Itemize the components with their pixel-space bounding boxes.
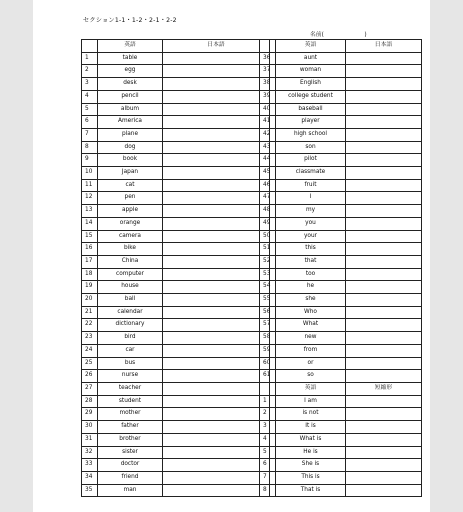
answer-cell bbox=[346, 332, 422, 345]
answer-cell bbox=[346, 167, 422, 180]
table-row bbox=[82, 459, 270, 472]
answer-cell bbox=[346, 421, 422, 434]
english-word: calendar bbox=[98, 306, 163, 319]
row-number: 26 bbox=[82, 370, 98, 383]
row-number: 53 bbox=[260, 268, 276, 281]
english-word: high school bbox=[276, 128, 346, 141]
header-number-cell bbox=[260, 40, 276, 53]
answer-cell bbox=[163, 116, 270, 129]
answer-cell bbox=[346, 370, 422, 383]
table-row bbox=[82, 90, 270, 103]
answer-cell bbox=[163, 471, 270, 484]
table-row bbox=[82, 255, 270, 268]
table-row bbox=[260, 446, 422, 459]
row-number: 30 bbox=[82, 421, 98, 434]
table-row bbox=[82, 217, 270, 230]
answer-cell bbox=[163, 281, 270, 294]
english-word: car bbox=[98, 344, 163, 357]
answer-cell bbox=[346, 128, 422, 141]
answer-cell bbox=[163, 205, 270, 218]
table-row bbox=[82, 230, 270, 243]
table-row bbox=[260, 167, 422, 180]
row-number: 37 bbox=[260, 65, 276, 78]
english-word: He is bbox=[276, 446, 346, 459]
row-number: 3 bbox=[82, 78, 98, 91]
row-number: 23 bbox=[82, 332, 98, 345]
row-number: 1 bbox=[82, 52, 98, 65]
answer-cell bbox=[163, 306, 270, 319]
english-word: player bbox=[276, 116, 346, 129]
row-number: 46 bbox=[260, 179, 276, 192]
answer-cell bbox=[346, 230, 422, 243]
table-row bbox=[260, 103, 422, 116]
table-row bbox=[260, 408, 422, 421]
row-number: 18 bbox=[82, 268, 98, 281]
row-number: 1 bbox=[260, 395, 276, 408]
answer-cell bbox=[163, 52, 270, 65]
row-number: 41 bbox=[260, 116, 276, 129]
english-word: student bbox=[98, 395, 163, 408]
answer-cell bbox=[163, 167, 270, 180]
answer-cell bbox=[346, 446, 422, 459]
answer-cell bbox=[346, 459, 422, 472]
table-row bbox=[260, 243, 422, 256]
english-word: teacher bbox=[98, 382, 163, 395]
english-word: friend bbox=[98, 471, 163, 484]
row-number: 60 bbox=[260, 357, 276, 370]
header-number-cell bbox=[82, 40, 98, 53]
row-number: 9 bbox=[82, 154, 98, 167]
row-number: 7 bbox=[82, 128, 98, 141]
table-header-row bbox=[260, 40, 422, 53]
table-header-row bbox=[82, 40, 270, 53]
english-word: from bbox=[276, 344, 346, 357]
table-row bbox=[260, 471, 422, 484]
row-number: 27 bbox=[82, 382, 98, 395]
english-word: you bbox=[276, 217, 346, 230]
english-word: brother bbox=[98, 433, 163, 446]
english-word: or bbox=[276, 357, 346, 370]
table-row bbox=[82, 306, 270, 319]
english-word: America bbox=[98, 116, 163, 129]
row-number: 8 bbox=[82, 141, 98, 154]
header-english-cell: 英語 bbox=[276, 382, 346, 395]
english-word: computer bbox=[98, 268, 163, 281]
english-word: ball bbox=[98, 294, 163, 307]
answer-cell bbox=[163, 319, 270, 332]
table-row bbox=[260, 205, 422, 218]
table-row bbox=[260, 52, 422, 65]
row-number: 49 bbox=[260, 217, 276, 230]
english-word: Japan bbox=[98, 167, 163, 180]
answer-cell bbox=[163, 268, 270, 281]
row-number: 54 bbox=[260, 281, 276, 294]
english-word: fruit bbox=[276, 179, 346, 192]
row-number: 51 bbox=[260, 243, 276, 256]
header-english-cell: 英語 bbox=[276, 40, 346, 53]
english-word: baseball bbox=[276, 103, 346, 116]
english-word: What bbox=[276, 319, 346, 332]
table-row bbox=[82, 65, 270, 78]
row-number: 24 bbox=[82, 344, 98, 357]
row-number: 3 bbox=[260, 421, 276, 434]
row-number: 58 bbox=[260, 332, 276, 345]
table-row bbox=[82, 128, 270, 141]
english-word: bike bbox=[98, 243, 163, 256]
row-number: 20 bbox=[82, 294, 98, 307]
answer-cell bbox=[163, 382, 270, 395]
row-number: 55 bbox=[260, 294, 276, 307]
english-word: What is bbox=[276, 433, 346, 446]
table-row bbox=[82, 192, 270, 205]
table-row bbox=[260, 141, 422, 154]
row-number: 17 bbox=[82, 255, 98, 268]
answer-cell bbox=[346, 179, 422, 192]
row-number: 6 bbox=[260, 459, 276, 472]
answer-cell bbox=[163, 395, 270, 408]
table-row bbox=[82, 205, 270, 218]
row-number: 57 bbox=[260, 319, 276, 332]
table-row bbox=[260, 421, 422, 434]
answer-cell bbox=[346, 319, 422, 332]
table-row bbox=[260, 344, 422, 357]
english-word: cat bbox=[98, 179, 163, 192]
table-row bbox=[82, 167, 270, 180]
table-row bbox=[260, 433, 422, 446]
answer-cell bbox=[346, 294, 422, 307]
table-row bbox=[82, 382, 270, 395]
answer-cell bbox=[346, 103, 422, 116]
table-row bbox=[82, 357, 270, 370]
row-number: 34 bbox=[82, 471, 98, 484]
english-word: classmate bbox=[276, 167, 346, 180]
english-word: I am bbox=[276, 395, 346, 408]
table-row bbox=[260, 459, 422, 472]
row-number: 28 bbox=[82, 395, 98, 408]
row-number: 38 bbox=[260, 78, 276, 91]
row-number: 22 bbox=[82, 319, 98, 332]
table-row bbox=[260, 78, 422, 91]
name-field: 名前( ) bbox=[310, 32, 367, 38]
english-word: table bbox=[98, 52, 163, 65]
row-number: 4 bbox=[260, 433, 276, 446]
answer-cell bbox=[346, 357, 422, 370]
row-number: 4 bbox=[82, 90, 98, 103]
answer-cell bbox=[346, 484, 422, 497]
english-word: bird bbox=[98, 332, 163, 345]
table-row bbox=[260, 319, 422, 332]
english-word: house bbox=[98, 281, 163, 294]
row-number: 25 bbox=[82, 357, 98, 370]
answer-cell bbox=[163, 78, 270, 91]
answer-cell bbox=[346, 395, 422, 408]
english-word: desk bbox=[98, 78, 163, 91]
row-number: 43 bbox=[260, 141, 276, 154]
table-row bbox=[260, 154, 422, 167]
english-word: I bbox=[276, 192, 346, 205]
row-number: 19 bbox=[82, 281, 98, 294]
table-row bbox=[82, 268, 270, 281]
table-row bbox=[82, 116, 270, 129]
row-number: 16 bbox=[82, 243, 98, 256]
answer-cell bbox=[346, 433, 422, 446]
table-row bbox=[82, 370, 270, 383]
answer-cell bbox=[163, 230, 270, 243]
english-word: orange bbox=[98, 217, 163, 230]
english-word: egg bbox=[98, 65, 163, 78]
answer-cell bbox=[346, 192, 422, 205]
table-row bbox=[82, 395, 270, 408]
english-word: China bbox=[98, 255, 163, 268]
table-row bbox=[260, 65, 422, 78]
table-row bbox=[260, 128, 422, 141]
table-row bbox=[82, 78, 270, 91]
english-word: dictionary bbox=[98, 319, 163, 332]
header-japanese-cell: 日本語 bbox=[163, 40, 270, 53]
answer-cell bbox=[346, 306, 422, 319]
english-word: dog bbox=[98, 141, 163, 154]
vocab-table-left bbox=[81, 39, 270, 497]
english-word: my bbox=[276, 205, 346, 218]
answer-cell bbox=[346, 243, 422, 256]
row-number: 45 bbox=[260, 167, 276, 180]
table-row bbox=[260, 281, 422, 294]
english-word: man bbox=[98, 484, 163, 497]
english-word: woman bbox=[276, 65, 346, 78]
answer-cell bbox=[346, 116, 422, 129]
row-number: 2 bbox=[82, 65, 98, 78]
answer-cell bbox=[163, 90, 270, 103]
answer-cell bbox=[346, 408, 422, 421]
english-word: father bbox=[98, 421, 163, 434]
table-row bbox=[82, 421, 270, 434]
answer-cell bbox=[163, 154, 270, 167]
table-row bbox=[260, 370, 422, 383]
answer-cell bbox=[163, 332, 270, 345]
table-row bbox=[260, 217, 422, 230]
row-number: 33 bbox=[82, 459, 98, 472]
english-word: doctor bbox=[98, 459, 163, 472]
english-word: so bbox=[276, 370, 346, 383]
row-number: 59 bbox=[260, 344, 276, 357]
answer-cell bbox=[163, 243, 270, 256]
english-word: this bbox=[276, 243, 346, 256]
english-word: sister bbox=[98, 446, 163, 459]
row-number: 11 bbox=[82, 179, 98, 192]
answer-cell bbox=[163, 484, 270, 497]
table-row bbox=[260, 268, 422, 281]
answer-cell bbox=[163, 294, 270, 307]
english-word: plane bbox=[98, 128, 163, 141]
table-row bbox=[82, 294, 270, 307]
table-header-row bbox=[260, 382, 422, 395]
english-word: pilot bbox=[276, 154, 346, 167]
table-row bbox=[260, 230, 422, 243]
answer-cell bbox=[346, 471, 422, 484]
table-row bbox=[82, 103, 270, 116]
row-number: 50 bbox=[260, 230, 276, 243]
row-number: 35 bbox=[82, 484, 98, 497]
table-row bbox=[260, 357, 422, 370]
english-word: son bbox=[276, 141, 346, 154]
table-row bbox=[82, 52, 270, 65]
answer-cell bbox=[163, 255, 270, 268]
english-word: college student bbox=[276, 90, 346, 103]
answer-cell bbox=[163, 65, 270, 78]
worksheet-page bbox=[33, 0, 430, 512]
answer-cell bbox=[346, 52, 422, 65]
answer-cell bbox=[346, 217, 422, 230]
table-row bbox=[82, 154, 270, 167]
answer-cell bbox=[163, 357, 270, 370]
row-number: 52 bbox=[260, 255, 276, 268]
row-number: 40 bbox=[260, 103, 276, 116]
answer-cell bbox=[346, 154, 422, 167]
english-word: is not bbox=[276, 408, 346, 421]
english-word: album bbox=[98, 103, 163, 116]
english-word: English bbox=[276, 78, 346, 91]
english-word: nurse bbox=[98, 370, 163, 383]
answer-cell bbox=[163, 408, 270, 421]
table-row bbox=[82, 243, 270, 256]
table-row bbox=[82, 433, 270, 446]
row-number: 2 bbox=[260, 408, 276, 421]
answer-cell bbox=[163, 103, 270, 116]
table-row bbox=[82, 484, 270, 497]
english-word: apple bbox=[98, 205, 163, 218]
row-number: 42 bbox=[260, 128, 276, 141]
row-number: 15 bbox=[82, 230, 98, 243]
table-row bbox=[260, 116, 422, 129]
answer-cell bbox=[346, 205, 422, 218]
english-word: Who bbox=[276, 306, 346, 319]
answer-cell bbox=[346, 268, 422, 281]
row-number: 5 bbox=[82, 103, 98, 116]
row-number: 47 bbox=[260, 192, 276, 205]
table-row bbox=[82, 179, 270, 192]
row-number: 44 bbox=[260, 154, 276, 167]
row-number: 32 bbox=[82, 446, 98, 459]
vocab-table-right bbox=[259, 39, 422, 497]
table-row bbox=[82, 344, 270, 357]
answer-cell bbox=[346, 255, 422, 268]
english-word: your bbox=[276, 230, 346, 243]
header-english-cell: 英語 bbox=[98, 40, 163, 53]
table-row bbox=[260, 90, 422, 103]
english-word: camera bbox=[98, 230, 163, 243]
row-number: 61 bbox=[260, 370, 276, 383]
row-number: 7 bbox=[260, 471, 276, 484]
answer-cell bbox=[163, 421, 270, 434]
answer-cell bbox=[163, 217, 270, 230]
row-number: 39 bbox=[260, 90, 276, 103]
answer-cell bbox=[163, 433, 270, 446]
table-row bbox=[260, 179, 422, 192]
table-row bbox=[82, 141, 270, 154]
answer-cell bbox=[346, 90, 422, 103]
table-row bbox=[82, 446, 270, 459]
table-row bbox=[260, 395, 422, 408]
row-number: 21 bbox=[82, 306, 98, 319]
header-japanese-cell: 短縮形 bbox=[346, 382, 422, 395]
english-word: This is bbox=[276, 471, 346, 484]
row-number: 8 bbox=[260, 484, 276, 497]
table-row bbox=[260, 192, 422, 205]
row-number: 5 bbox=[260, 446, 276, 459]
table-row bbox=[260, 332, 422, 345]
answer-cell bbox=[163, 128, 270, 141]
english-word: mother bbox=[98, 408, 163, 421]
english-word: aunt bbox=[276, 52, 346, 65]
answer-cell bbox=[346, 78, 422, 91]
table-row bbox=[82, 408, 270, 421]
row-number: 12 bbox=[82, 192, 98, 205]
row-number: 48 bbox=[260, 205, 276, 218]
row-number: 6 bbox=[82, 116, 98, 129]
english-word: new bbox=[276, 332, 346, 345]
answer-cell bbox=[346, 344, 422, 357]
english-word: She is bbox=[276, 459, 346, 472]
table-row bbox=[82, 471, 270, 484]
row-number: 14 bbox=[82, 217, 98, 230]
english-word: bus bbox=[98, 357, 163, 370]
answer-cell bbox=[163, 446, 270, 459]
table-row bbox=[260, 255, 422, 268]
english-word: It is bbox=[276, 421, 346, 434]
table-row bbox=[82, 319, 270, 332]
answer-cell bbox=[346, 281, 422, 294]
row-number: 29 bbox=[82, 408, 98, 421]
section-title: セクション1-1・1-2・2-1・2-2 bbox=[83, 17, 177, 24]
row-number: 10 bbox=[82, 167, 98, 180]
answer-cell bbox=[163, 179, 270, 192]
answer-cell bbox=[163, 192, 270, 205]
english-word: he bbox=[276, 281, 346, 294]
table-row bbox=[82, 332, 270, 345]
table-row bbox=[260, 306, 422, 319]
answer-cell bbox=[163, 344, 270, 357]
row-number: 36 bbox=[260, 52, 276, 65]
table-row bbox=[260, 484, 422, 497]
table-row bbox=[82, 281, 270, 294]
english-word: book bbox=[98, 154, 163, 167]
english-word: she bbox=[276, 294, 346, 307]
answer-cell bbox=[346, 141, 422, 154]
english-word: pencil bbox=[98, 90, 163, 103]
row-number: 31 bbox=[82, 433, 98, 446]
english-word: That is bbox=[276, 484, 346, 497]
english-word: pen bbox=[98, 192, 163, 205]
row-number: 56 bbox=[260, 306, 276, 319]
english-word: that bbox=[276, 255, 346, 268]
english-word: too bbox=[276, 268, 346, 281]
header-number-cell bbox=[260, 382, 276, 395]
row-number: 13 bbox=[82, 205, 98, 218]
header-japanese-cell: 日本語 bbox=[346, 40, 422, 53]
answer-cell bbox=[163, 141, 270, 154]
table-row bbox=[260, 294, 422, 307]
answer-cell bbox=[163, 459, 270, 472]
answer-cell bbox=[346, 65, 422, 78]
answer-cell bbox=[163, 370, 270, 383]
